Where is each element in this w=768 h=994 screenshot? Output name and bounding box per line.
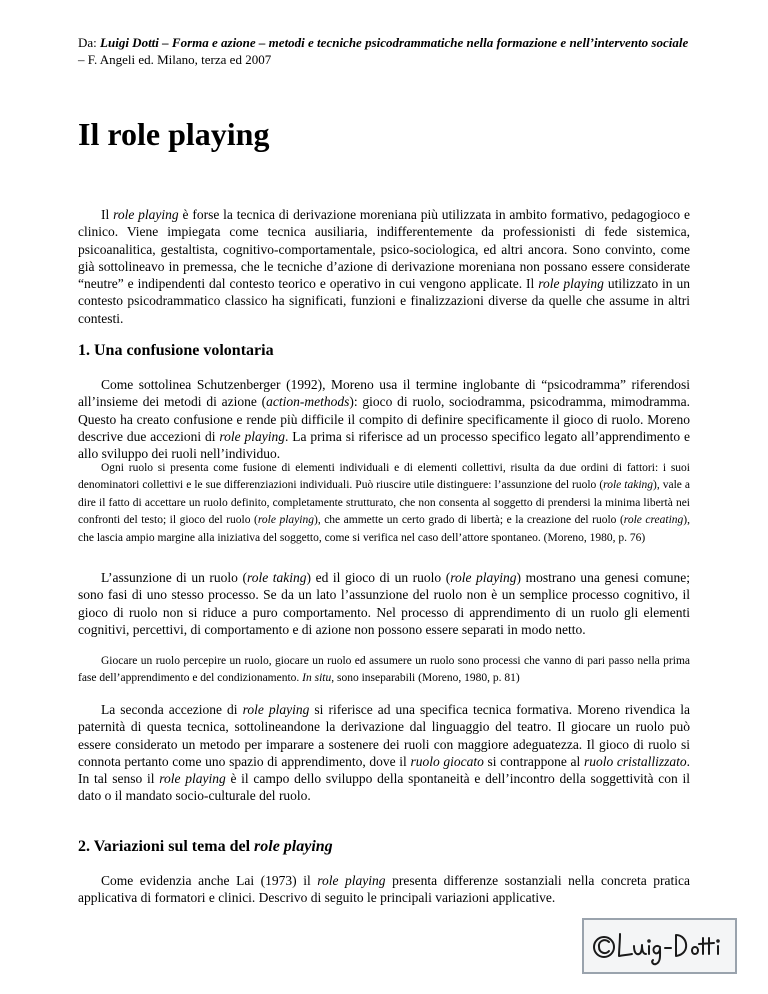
source-publisher: – F. Angeli ed. Milano, terza ed 2007 (78, 52, 272, 67)
signature-svg (584, 920, 735, 972)
section-1-paragraph-3: La seconda accezione di role playing si riferisce ad una specifica tecnica formativa. Moreno rivendica la paternità di questa tecnica, sottolineandone la derivazione dal linguaggio del teatro. Il giocare un ruolo può essere considerato un metodo per imparare a sostenere dei ruoli con maggiore adeguatezza. Il gioco di ruolo si connota pertanto come uno spazio di apprendimento, dove il ruolo giocato si contrappone al ruolo cristallizzato. In tal senso il role playing è il campo dello sviluppo della spontaneità e dell’incontro della soggettività con il dato o il mandato socio-culturale del ruolo. (78, 702, 690, 804)
source-citation (78, 34, 690, 68)
signature-ink (594, 934, 719, 964)
section-2-heading: 2. Variazioni sul tema del role playing (78, 838, 333, 855)
section-1-heading: 1. Una confusione volontaria (78, 342, 274, 359)
section-2-paragraph-1: Come evidenzia anche Lai (1973) il role playing presenta differenze sostanziali nella concreta pratica applicativa di formatori e clinici. Descrivo di seguito le principali variazioni applicative. (78, 873, 690, 906)
quote-moreno-1: Ogni ruolo si presenta come fusione di elementi individuali e di elementi collettivi, risulta da due ordini di fattori: i suoi denominatori collettivi e le sue differenziazioni individuali. Può riuscire utile distinguere: l’assunzione del ruolo (role taking), vale a dire il fatto di accettare un ruolo definito, completamente strutturato, che non consenta al soggetto di prendersi la minima libertà nei confronti del testo; il gioco del ruolo (role playing), che ammette un certo grado di libertà; e la creazione del ruolo (role creating), che lascia ampio margine alla iniziativa del soggetto, come si verifica nel caso dell’attore spontaneo. (Moreno, 1980, p. 76) (78, 462, 691, 544)
author-signature-stamp (582, 918, 737, 974)
source-book-title: Luigi Dotti – Forma e azione – metodi e tecniche psicodrammatiche nella formazione e nell’intervento sociale (100, 35, 689, 50)
section-1-paragraph-1: Come sottolinea Schutzenberger (1992), Moreno usa il termine inglobante di “psicodramma” riferendosi all’insieme dei metodi di azione (action-methods): gioco di ruolo, sociodramma, psicodramma, mimodramma. Questo ha creato confusione e rende più difficile il compito di definire specificamente il gioco di ruolo. Moreno descrive due accezioni di role playing. La prima si riferisce ad un processo specifico legato all’apprendimento e allo sviluppo dei ruoli nell’individuo. (78, 377, 690, 462)
section-1-paragraph-2: L’assunzione di un ruolo (role taking) ed il gioco di un ruolo (role playing) mostrano una genesi comune; sono fasi di uno stesso processo. Se da un lato l’assunzione del ruolo non è un semplice processo cognitivo, il gioco di ruolo non si riduce a puro comportamento. Nel processo di apprendimento di un ruolo gli elementi cognitivi, percettivi, di comportamento e di azione non possono essere separati in modo netto. (78, 570, 690, 637)
source-prefix: Da: (78, 35, 101, 50)
quote-moreno-2: Giocare un ruolo percepire un ruolo, giocare un ruolo ed assumere un ruolo sono processi che vanno di pari passo nella prima fase dell’apprendimento e del condizionamento. In situ, sono inseparabili (Moreno, 1980, p. 81) (78, 655, 690, 685)
intro-paragraph: Il role playing è forse la tecnica di derivazione moreniana più utilizzata in ambito formativo, pedagogioco e clinico. Viene impiegata come tecnica ausiliaria, indifferentemente da professionisti di fede sistemica, psicoanalitica, gestaltista, cognitivo-comportamentale, psico-sociologica, ed altri ancora. Sono convinto, come già sottolineavo in premessa, che le tecniche d’azione di derivazione moreniana non possano essere considerate “neutre” e indipendenti dal contesto teorico e operativo in cui vengono applicate. Il role playing utilizzato in un contesto psicodrammatico classico ha significati, funzioni e finalizzazioni diverse da quelle che assume in altri contesti. (78, 207, 690, 326)
page-title: Il role playing (78, 116, 270, 152)
